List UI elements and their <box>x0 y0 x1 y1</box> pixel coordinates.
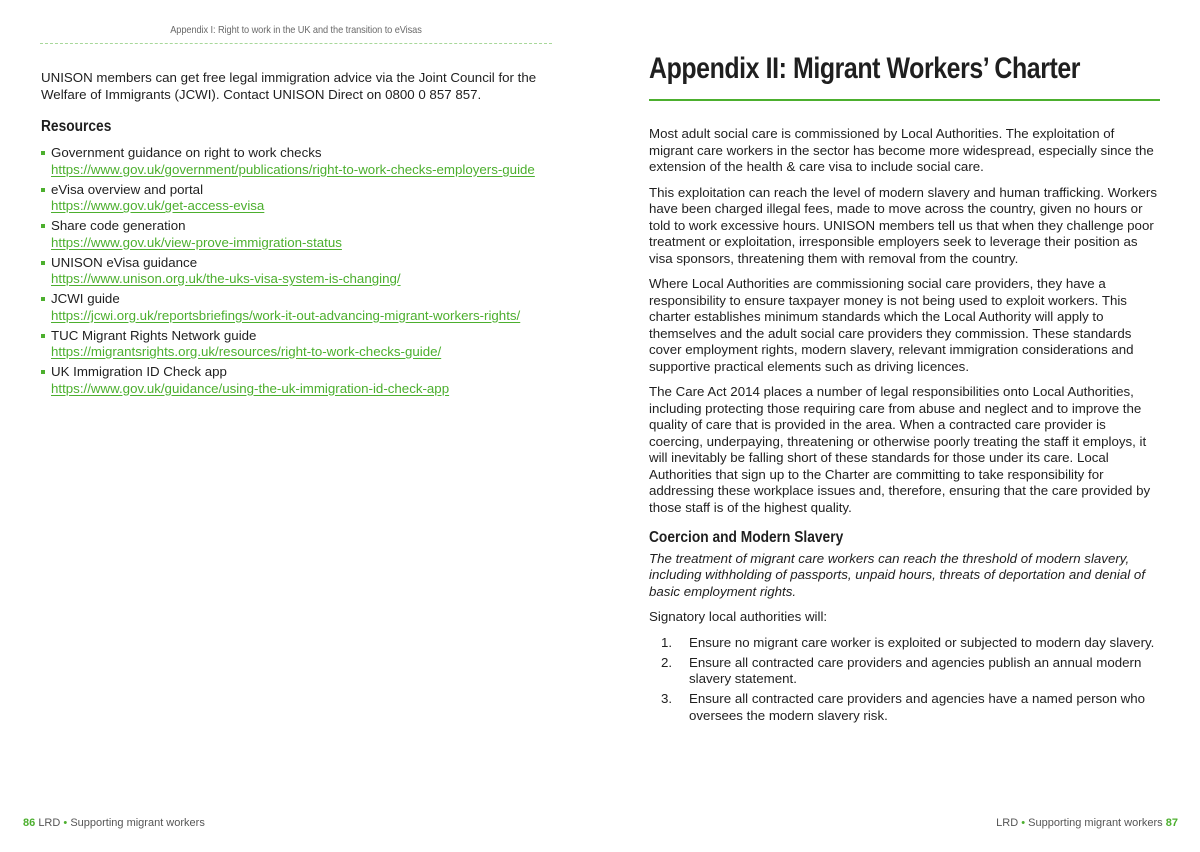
resource-link[interactable]: https://www.gov.uk/guidance/using-the-uk-immigration-id-check-app <box>51 380 450 396</box>
resource-item <box>41 145 551 178</box>
item-number: 1. <box>661 634 673 650</box>
item-text: Ensure all contracted care providers and agencies have a named person who oversees the modern slavery risk. <box>689 691 1146 723</box>
right-page <box>600 0 1200 852</box>
item-number: 2. <box>661 654 673 670</box>
charter-content <box>649 126 1161 728</box>
paragraph: Where Local Authorities are commissioning social care providers, they have a responsibility to ensure taxpayer money is not being used to exploit workers. This charter establishes minimum standards which the Local Authority will apply to themselves and the adult social care providers they commission. These standards cover employment rights, modern slavery, relevant immigration considerations and supportive practical elements such as driving licences. <box>649 276 1134 374</box>
square-bullet-icon <box>41 297 45 301</box>
paragraph: The Care Act 2014 places a number of legal responsibilities onto Local Authorities, including protecting those requiring care from abuse and neglect and to improve the quality of care that is provided in the area. When a contracted care provider is coercing, underpaying, threatening or otherwise poorly treating the staff it employs, it will inevitably be falling short of these standards for those under its care. Local Authorities that sign up to the Charter are committing to take responsibility for addressing these workplace issues and, therefore, ensuring that the care provided by those staff is of the highest quality. <box>649 384 1151 515</box>
section-heading: Coercion and Modern Slavery <box>649 529 844 546</box>
footer-publication: Supporting migrant workers <box>70 817 205 829</box>
page-footer <box>996 817 1178 829</box>
page-title: Appendix II: Migrant Workers’ Charter <box>649 52 1081 85</box>
item-number: 3. <box>661 691 673 706</box>
resource-item <box>41 218 551 251</box>
footer-publication: Supporting migrant workers <box>1028 817 1163 829</box>
resource-link[interactable]: https://jcwi.org.uk/reportsbriefings/work-it-out-advancing-migrant-workers-rights/ <box>51 307 521 323</box>
page-number: 86 <box>23 817 36 829</box>
bullet-separator-icon: • <box>1021 817 1026 829</box>
commitments-list <box>649 635 1161 725</box>
section-intro: The treatment of migrant care workers can reach the threshold of modern slavery, including withholding of passports, unpaid hours, threats of deportation and denial of basic employment rights. <box>649 550 1146 599</box>
square-bullet-icon <box>41 224 45 228</box>
footer-org: LRD <box>38 817 61 829</box>
intro-paragraph: UNISON members can get free legal immigration advice via the Joint Council for the Welfare of Immigrants (JCWI). Contact UNISON Direct on 0800 0 857 857. <box>41 70 537 102</box>
resource-link[interactable]: https://www.gov.uk/government/publications/right-to-work-checks-employers-guide <box>51 161 535 177</box>
resources-heading: Resources <box>41 118 112 135</box>
resource-link[interactable]: https://www.gov.uk/view-prove-immigration-status <box>51 234 342 250</box>
commitment-item <box>649 635 1161 652</box>
running-head: Appendix I: Right to work in the UK and the transition to eVisas <box>170 24 422 36</box>
footer-org: LRD <box>996 817 1019 829</box>
resource-title: Government guidance on right to work checks <box>51 145 322 160</box>
resource-link[interactable]: https://www.gov.uk/get-access-evisa <box>51 198 265 213</box>
resource-item <box>41 291 551 324</box>
square-bullet-icon <box>41 334 45 338</box>
running-head-divider <box>40 43 552 44</box>
page-number: 87 <box>1165 817 1178 829</box>
resource-title: UNISON eVisa guidance <box>51 254 198 270</box>
title-divider <box>649 99 1160 101</box>
resource-title: JCWI guide <box>51 291 120 306</box>
resources-list <box>41 145 551 401</box>
paragraph: Most adult social care is commissioned by Local Authorities. The exploitation of migrant care workers in the sector has become more widespread, especially since the extension of the health & care visa to include social care. <box>649 126 1154 174</box>
resource-item <box>41 364 551 397</box>
item-text: Ensure all contracted care providers and agencies publish an annual modern slavery statement. <box>689 654 1142 686</box>
square-bullet-icon <box>41 370 45 374</box>
bullet-separator-icon: • <box>63 817 68 829</box>
resource-link[interactable]: https://www.unison.org.uk/the-uks-visa-system-is-changing/ <box>51 271 401 286</box>
paragraph: This exploitation can reach the level of modern slavery and human trafficking. Workers have been charged illegal fees, made to move across the country, given no hours or told to work excessive hours. UNISON members tell us that when they challenge poor treatment or exploitation, irresponsible employers seek to leverage their position as visa sponsors, threatening them with removal from the country. <box>649 184 1157 266</box>
resource-title: TUC Migrant Rights Network guide <box>51 327 257 343</box>
resource-title: eVisa overview and portal <box>51 181 204 197</box>
square-bullet-icon <box>41 261 45 265</box>
resource-title: Share code generation <box>51 218 186 233</box>
resource-item <box>41 255 551 288</box>
commitment-item <box>649 655 1161 688</box>
square-bullet-icon <box>41 151 45 155</box>
square-bullet-icon <box>41 188 45 192</box>
signatory-lead: Signatory local authorities will: <box>649 609 828 624</box>
resource-item <box>41 328 551 361</box>
resource-link[interactable]: https://migrantsrights.org.uk/resources/right-to-work-checks-guide/ <box>51 344 442 359</box>
item-text: Ensure no migrant care worker is exploited or subjected to modern day slavery. <box>689 634 1155 650</box>
commitment-item <box>649 691 1161 724</box>
resource-item <box>41 182 551 215</box>
page-footer <box>23 817 205 829</box>
resource-title: UK Immigration ID Check app <box>51 364 227 379</box>
